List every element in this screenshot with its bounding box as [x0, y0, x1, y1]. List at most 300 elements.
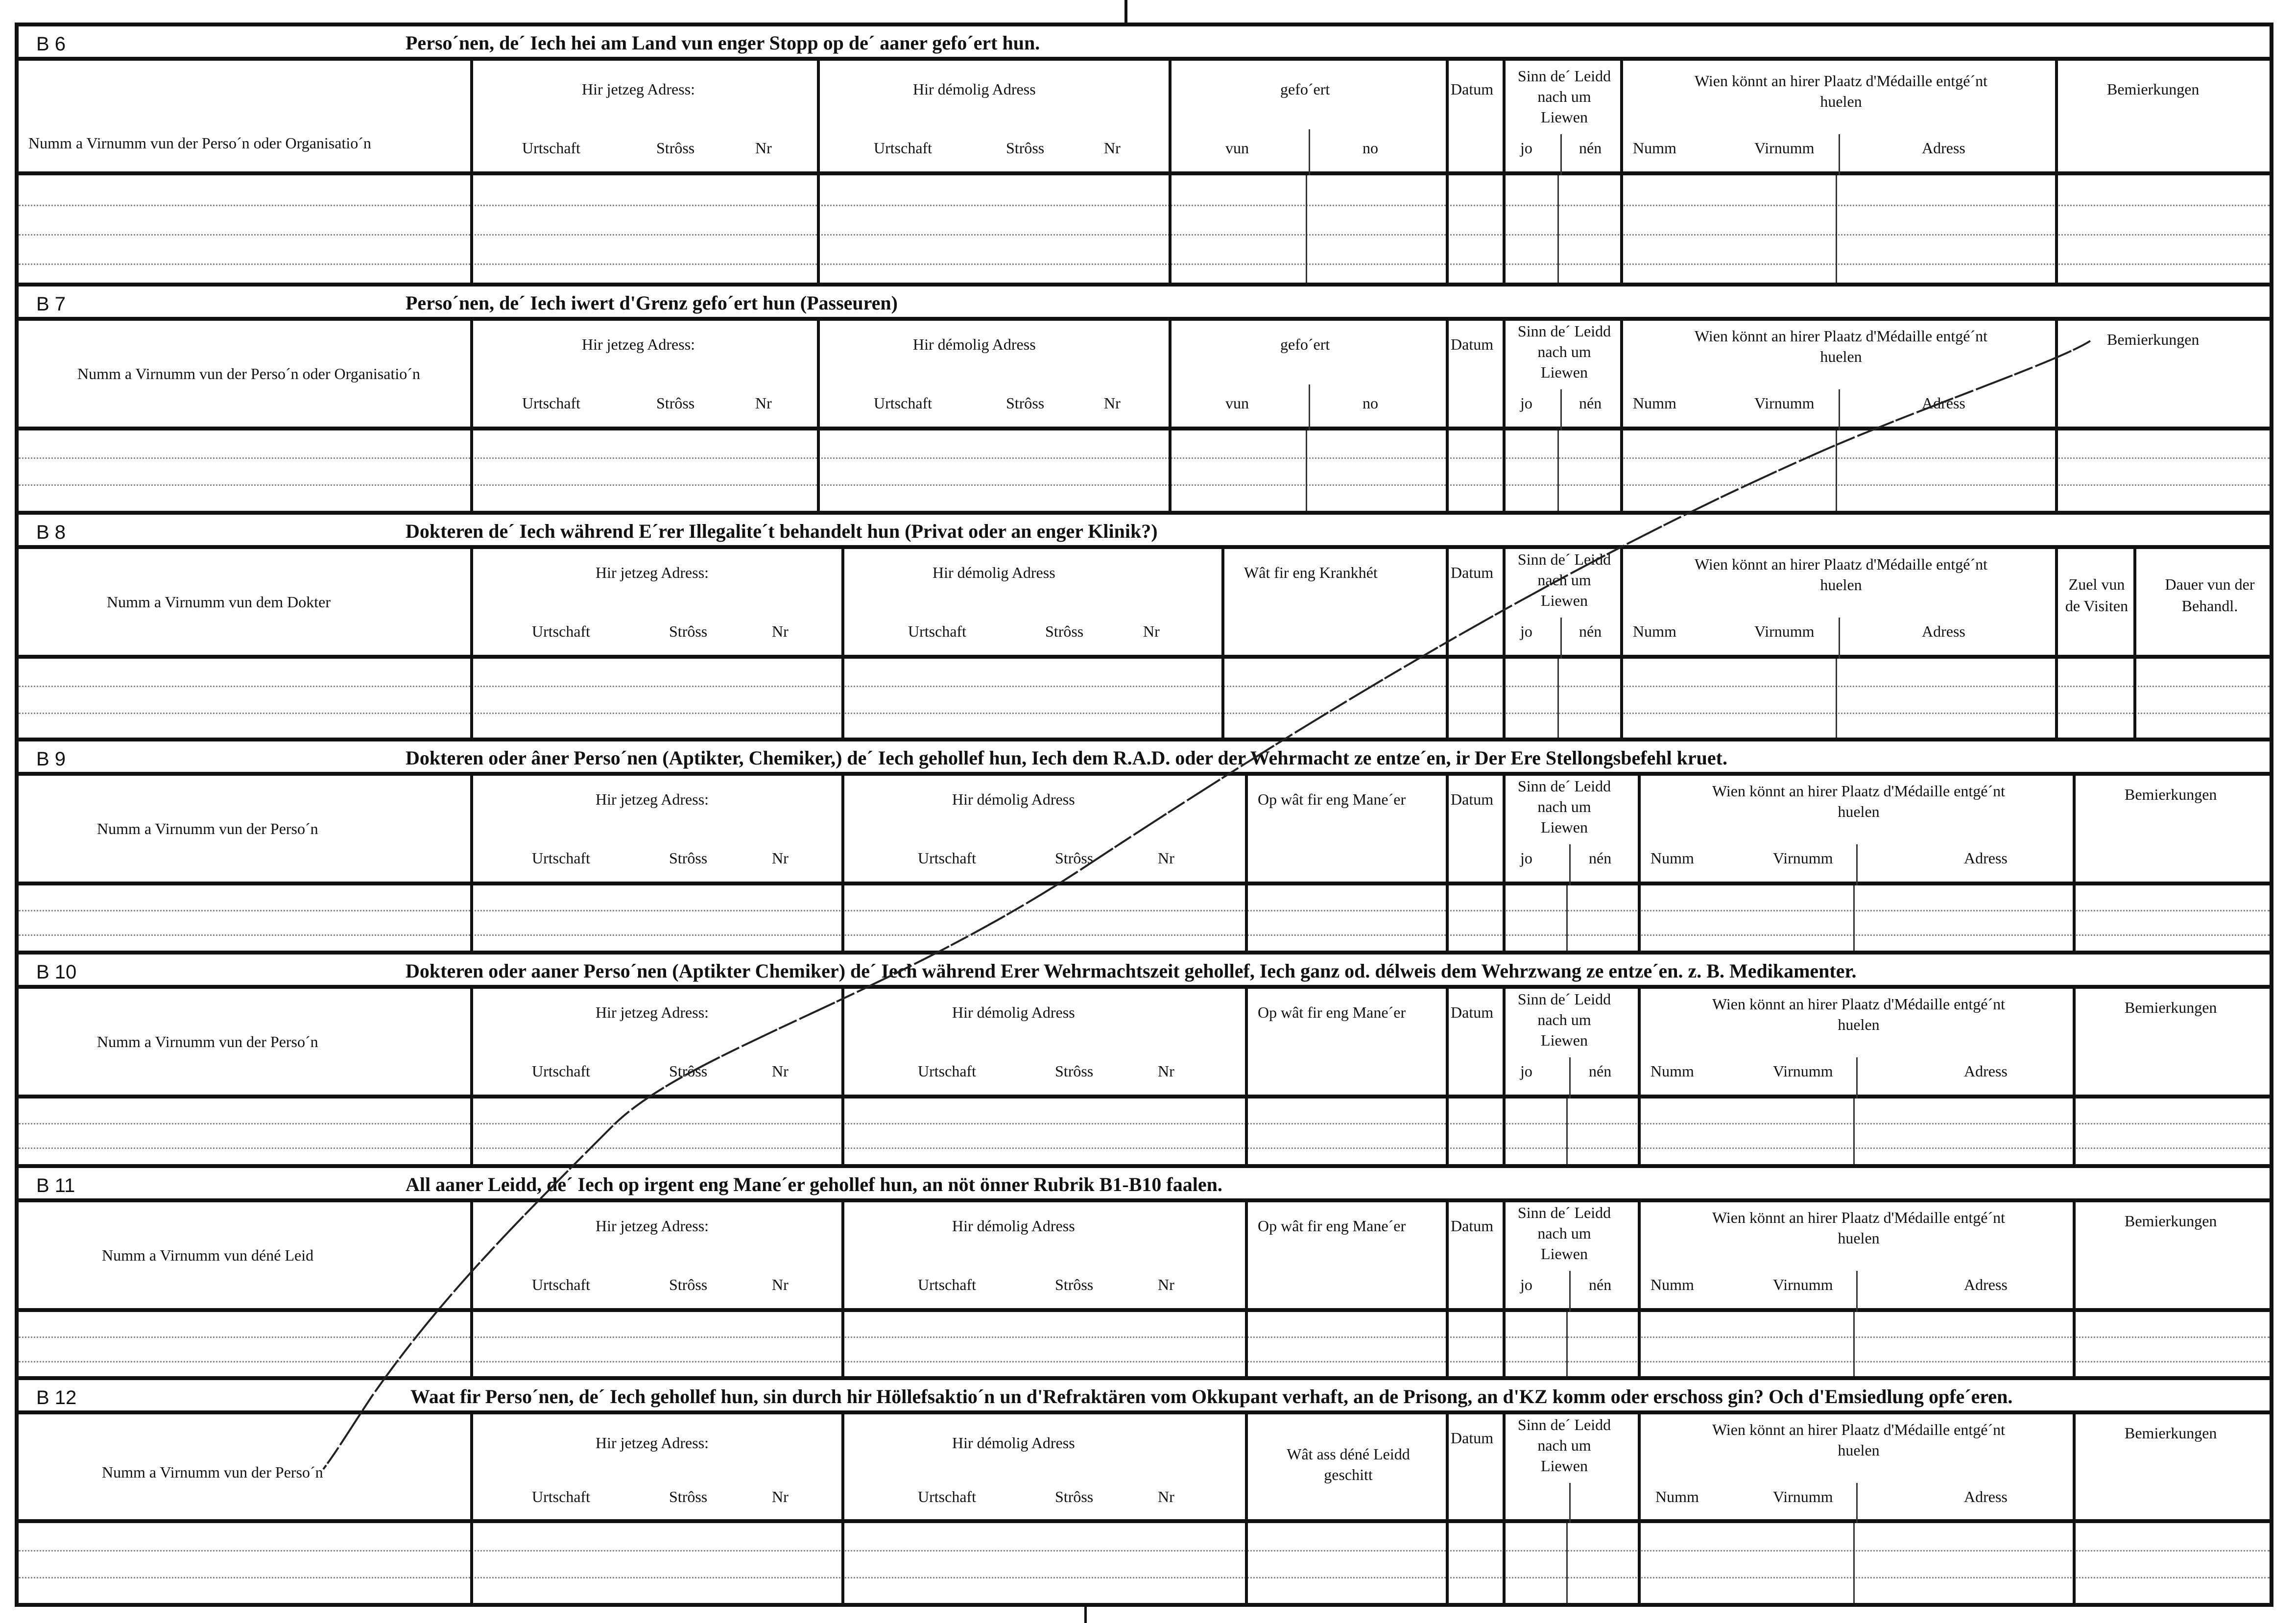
label: Numm	[1633, 139, 1676, 157]
label: Hir jetzeg Adress:	[582, 335, 695, 353]
divider	[1306, 175, 1307, 283]
label: Datum	[1451, 790, 1494, 808]
header-name: Numm a Virnumm vun der Perso´n	[97, 1033, 318, 1050]
divider	[1446, 1523, 1449, 1603]
label: Datum	[1451, 1429, 1494, 1447]
header-name: Numm a Virnumm vun der Perso´n oder Organisatio´n	[77, 365, 420, 382]
label: Virnumm	[1754, 622, 1815, 640]
label: Virnumm	[1773, 1062, 1833, 1080]
top-edge-mark	[1124, 0, 1127, 23]
label: Urtschaft	[532, 622, 591, 640]
label: jo	[1520, 849, 1532, 867]
divider	[1836, 175, 1837, 283]
label: Strôss	[669, 849, 708, 867]
label: Adress	[1964, 1276, 2008, 1293]
divider	[1503, 430, 1506, 511]
section-title: Perso´nen, de´ Iech iwert d'Grenz gefo´ert hun (Passeuren)	[406, 292, 898, 314]
section-code: B 7	[36, 293, 66, 315]
form-frame	[15, 23, 2273, 1607]
label: Sinn de´ Leidd nach um Liewen	[1517, 990, 1611, 1049]
divider	[1620, 659, 1623, 738]
divider	[1503, 1312, 1506, 1376]
section-header	[19, 515, 2270, 549]
section-b10	[19, 951, 2270, 1164]
header-manner	[1245, 989, 1446, 1098]
entry-area[interactable]	[19, 1312, 2270, 1376]
divider	[470, 430, 473, 511]
divider	[1638, 1523, 1641, 1603]
entry-line	[19, 1147, 2270, 1149]
section-title: Perso´nen, de´ Iech hei am Land vun enger Stopp op de´ aaner gefo´ert hun.	[406, 32, 1040, 54]
label: Urtschaft	[874, 394, 933, 412]
header-manner	[1245, 776, 1446, 885]
section-title: Dokteren oder aaner Perso´nen (Aptikter Chemiker) de´ Iech während Erer Wehrmachtszeit gehollef, Iech ganz od. délweis dem Wehrzwang ze entze´en. z. B. Medikamenter.	[406, 960, 1857, 982]
section-b9	[19, 738, 2270, 951]
label: Strôss	[1055, 1062, 1094, 1080]
label: nén	[1579, 622, 1602, 640]
header-treatment-duration	[2133, 549, 2273, 659]
label: Urtschaft	[532, 1488, 591, 1505]
divider	[1446, 175, 1449, 283]
label: Numm	[1650, 849, 1694, 867]
section-code: B 10	[36, 961, 77, 983]
header-former-address	[817, 61, 1169, 175]
label: Strôss	[1055, 849, 1094, 867]
entry-line	[19, 457, 2270, 459]
divider	[1566, 1098, 1568, 1164]
label: Adress	[1964, 849, 2008, 867]
divider	[1446, 1098, 1449, 1164]
header-risk	[1503, 549, 1620, 659]
header-medal	[1638, 1202, 2073, 1312]
label: jo	[1520, 394, 1532, 412]
header-visit-goal	[2055, 549, 2133, 659]
header-former-address	[817, 321, 1169, 430]
label: Sinn de´ Leidd nach um Liewen	[1517, 322, 1611, 381]
section-title: Dokteren oder âner Perso´nen (Aptikter, Chemiker,) de´ Iech gehollef hun, Iech dem R.A.D. oder der Wehrmacht ze entze´en, ir Der Ere Stellongsbefehl kruet.	[406, 747, 1727, 769]
header-name: Numm a Virnumm vun der Perso´n oder Organisatio´n	[28, 134, 371, 152]
label: Strôss	[669, 1488, 708, 1505]
divider	[1836, 659, 1837, 738]
label: Adress	[1964, 1488, 2008, 1505]
entry-line	[19, 1123, 2270, 1124]
entry-line	[19, 205, 2270, 206]
section-title: Dokteren de´ Iech während E´rer Illegalite´t behandelt hun (Privat oder an enger Klinik?)	[406, 520, 1158, 542]
entry-line	[19, 263, 2270, 265]
divider	[2073, 885, 2076, 951]
column-header-row	[19, 776, 2270, 885]
section-b8	[19, 511, 2270, 738]
divider	[841, 1523, 844, 1603]
divider	[1569, 1483, 1571, 1523]
divider	[2073, 1523, 2076, 1603]
label: Datum	[1451, 564, 1494, 581]
header-remarks	[2073, 1414, 2273, 1523]
label: Bemierkungen	[2125, 1424, 2217, 1442]
label: Zuel vun de Visiten	[2065, 575, 2129, 615]
label: Strôss	[1055, 1488, 1094, 1505]
label: Hir démolig Adress	[933, 564, 1055, 581]
divider	[1638, 1312, 1641, 1376]
label: Virnumm	[1754, 139, 1815, 157]
label: Numm	[1633, 622, 1676, 640]
divider	[2055, 659, 2058, 738]
header-date	[1446, 1202, 1503, 1312]
divider	[1569, 1271, 1571, 1312]
header-name: Numm a Virnumm vun der Perso´n	[97, 820, 318, 837]
header-former-address	[841, 1414, 1245, 1523]
label: Adress	[1922, 139, 1965, 157]
column-header-row	[19, 321, 2270, 430]
header-current-address	[470, 321, 817, 430]
label: Urtschaft	[532, 1062, 591, 1080]
entry-line	[19, 686, 2270, 687]
header-illness	[1221, 549, 1446, 659]
label: Strôss	[669, 1276, 708, 1293]
header-date	[1446, 61, 1503, 175]
label: Nr	[1158, 1276, 1174, 1293]
divider	[1306, 430, 1307, 511]
label: Strôss	[1045, 622, 1084, 640]
label: Numm	[1655, 1488, 1699, 1505]
label: Hir démolig Adress	[913, 335, 1036, 353]
divider	[470, 1523, 473, 1603]
divider	[2073, 1098, 2076, 1164]
label: Nr	[772, 1276, 789, 1293]
label: Wien könnt an hirer Plaatz d'Médaille entgé´nt huelen	[1694, 72, 1988, 110]
label: vun	[1225, 394, 1249, 412]
label: Hir jetzeg Adress:	[596, 1003, 709, 1021]
label: nén	[1589, 1276, 1612, 1293]
label: nén	[1579, 394, 1602, 412]
header-date	[1446, 1414, 1503, 1523]
label: jo	[1520, 622, 1532, 640]
column-header-row	[19, 989, 2270, 1098]
column-header-row	[19, 1202, 2270, 1312]
label: Nr	[755, 394, 772, 412]
divider	[470, 659, 473, 738]
header-remarks	[2055, 321, 2273, 430]
divider	[1560, 618, 1562, 659]
label: Wien könnt an hirer Plaatz d'Médaille entgé´nt huelen	[1712, 995, 2006, 1033]
entry-area[interactable]	[19, 659, 2270, 738]
label: Bemierkungen	[2125, 999, 2217, 1016]
header-date	[1446, 776, 1503, 885]
divider	[1839, 134, 1840, 175]
label: Hir démolig Adress	[952, 1434, 1075, 1452]
label: Hir démolig Adress	[952, 790, 1075, 808]
header-remarks	[2055, 61, 2273, 175]
divider	[470, 1312, 473, 1376]
divider	[1856, 1271, 1858, 1312]
label: Strôss	[669, 1062, 708, 1080]
label: Sinn de´ Leidd nach um Liewen	[1517, 1204, 1611, 1263]
divider	[1557, 175, 1559, 283]
divider	[1446, 430, 1449, 511]
header-date	[1446, 549, 1503, 659]
entry-area[interactable]	[19, 430, 2270, 511]
divider	[817, 430, 820, 511]
label: Urtschaft	[918, 849, 977, 867]
label: Bemierkungen	[2125, 786, 2217, 803]
section-b11	[19, 1164, 2270, 1376]
divider	[1566, 1312, 1568, 1376]
entry-line	[19, 1337, 2270, 1338]
label: Wien könnt an hirer Plaatz d'Médaille entgé´nt huelen	[1712, 1209, 2006, 1247]
label: Hir jetzeg Adress:	[596, 790, 709, 808]
label: Wât ass déné Leidd geschitt	[1287, 1445, 1410, 1483]
divider	[1560, 389, 1562, 430]
entry-area[interactable]	[19, 885, 2270, 951]
label: Virnumm	[1773, 1276, 1833, 1293]
label: Sinn de´ Leidd nach um Liewen	[1517, 1416, 1611, 1475]
column-header-row	[19, 1414, 2270, 1523]
entry-line	[19, 910, 2270, 911]
divider	[841, 885, 844, 951]
label: Virnumm	[1773, 849, 1833, 867]
label: jo	[1520, 139, 1532, 157]
header-medal	[1638, 1414, 2073, 1523]
entry-line	[19, 1577, 2270, 1578]
header-medal	[1638, 989, 2073, 1098]
label: Bemierkungen	[2107, 80, 2200, 98]
label: Virnumm	[1773, 1488, 1833, 1505]
header-medal	[1620, 61, 2055, 175]
divider	[841, 659, 844, 738]
divider	[1245, 1312, 1248, 1376]
label: nén	[1579, 139, 1602, 157]
bottom-edge-mark	[1084, 1607, 1087, 1623]
label: Numm	[1650, 1062, 1694, 1080]
label: Numm	[1633, 394, 1676, 412]
divider	[1836, 430, 1837, 511]
divider	[841, 1312, 844, 1376]
label: Op wât fir eng Mane´er	[1258, 1003, 1406, 1021]
header-current-address	[470, 776, 841, 885]
divider	[1839, 618, 1840, 659]
section-code: B 9	[36, 748, 66, 770]
label: Datum	[1451, 1217, 1494, 1235]
divider	[1853, 1523, 1855, 1603]
header-name: Numm a Virnumm vun déné Leid	[102, 1246, 314, 1264]
label: Dauer vun der Behandl.	[2165, 575, 2255, 615]
header-date	[1446, 321, 1503, 430]
entry-area[interactable]	[19, 1098, 2270, 1164]
label: Hir jetzeg Adress:	[596, 1434, 709, 1452]
section-b6	[19, 26, 2270, 283]
header-former-address	[841, 549, 1221, 659]
header-medal	[1620, 549, 2055, 659]
header-date	[1446, 989, 1503, 1098]
label: Urtschaft	[522, 139, 581, 157]
label: Wien könnt an hirer Plaatz d'Médaille entgé´nt huelen	[1694, 327, 1988, 365]
label: Sinn de´ Leidd nach um Liewen	[1517, 550, 1611, 609]
divider	[1169, 175, 1172, 283]
section-header	[19, 26, 2270, 61]
divider	[1856, 844, 1858, 885]
column-header-row	[19, 549, 2270, 659]
label: Datum	[1451, 80, 1494, 98]
header-risk	[1503, 321, 1620, 430]
section-code: B 6	[36, 33, 66, 55]
label: nén	[1589, 1062, 1612, 1080]
label: Urtschaft	[522, 394, 581, 412]
entry-line	[19, 713, 2270, 714]
label: Strôss	[656, 394, 695, 412]
divider	[1638, 1098, 1641, 1164]
divider	[817, 175, 820, 283]
label: Datum	[1451, 1003, 1494, 1021]
header-transported	[1169, 321, 1446, 430]
section-code: B 11	[36, 1175, 75, 1196]
divider	[470, 885, 473, 951]
label: Nr	[1158, 1062, 1174, 1080]
divider	[1853, 1312, 1855, 1376]
header-former-address	[841, 776, 1245, 885]
divider	[2055, 175, 2058, 283]
entry-area[interactable]	[19, 175, 2270, 283]
label: Urtschaft	[532, 1276, 591, 1293]
divider	[1569, 844, 1571, 885]
header-name: Numm a Virnumm vun der Perso´n	[102, 1463, 323, 1481]
header-current-address	[470, 61, 817, 175]
label: Hir démolig Adress	[913, 80, 1036, 98]
divider	[1638, 885, 1641, 951]
divider	[1856, 1483, 1858, 1523]
header-remarks	[2073, 989, 2273, 1098]
header-current-address	[470, 1414, 841, 1523]
label: Numm	[1650, 1276, 1694, 1293]
label: Hir démolig Adress	[952, 1003, 1075, 1021]
divider	[1557, 430, 1559, 511]
entry-line	[19, 1550, 2270, 1551]
divider	[2073, 1312, 2076, 1376]
label: vun	[1225, 139, 1249, 157]
divider	[1503, 885, 1506, 951]
divider	[1446, 659, 1449, 738]
section-title: All aaner Leidd, de´ Iech op irgent eng Mane´er gehollef hun, an nöt önner Rubrik B1-B10 faalen.	[406, 1173, 1222, 1195]
label: Strôss	[1006, 139, 1045, 157]
label: Wien könnt an hirer Plaatz d'Médaille entgé´nt huelen	[1694, 555, 1988, 594]
divider	[1503, 175, 1506, 283]
label: Nr	[755, 139, 772, 157]
label: Nr	[772, 1488, 789, 1505]
entry-line	[19, 234, 2270, 236]
label: nén	[1589, 849, 1612, 867]
section-header	[19, 1380, 2270, 1414]
divider	[1569, 1057, 1571, 1098]
column-header-row	[19, 61, 2270, 175]
divider	[1503, 659, 1506, 738]
label: Nr	[1104, 139, 1121, 157]
section-b12	[19, 1376, 2270, 1603]
divider	[1446, 885, 1449, 951]
label: Hir jetzeg Adress:	[596, 1217, 709, 1235]
header-name: Numm a Virnumm vun dem Dokter	[107, 593, 331, 611]
divider	[1856, 1057, 1858, 1098]
divider	[1503, 1098, 1506, 1164]
label: no	[1363, 394, 1378, 412]
divider	[1503, 1523, 1506, 1603]
entry-line	[19, 1361, 2270, 1362]
divider	[1566, 1523, 1568, 1603]
label: Hir démolig Adress	[952, 1217, 1075, 1235]
divider	[1620, 430, 1623, 511]
divider	[470, 175, 473, 283]
label: jo	[1520, 1276, 1532, 1293]
label: Hir jetzeg Adress:	[596, 564, 709, 581]
label: Adress	[1964, 1062, 2008, 1080]
label: Wien könnt an hirer Plaatz d'Médaille entgé´nt huelen	[1712, 1421, 2006, 1459]
divider	[2133, 659, 2136, 738]
label: Urtschaft	[918, 1276, 977, 1293]
header-former-address	[841, 1202, 1245, 1312]
header-former-address	[841, 989, 1245, 1098]
label: gefo´ert	[1280, 335, 1330, 353]
label: Nr	[1143, 622, 1160, 640]
header-risk	[1503, 61, 1620, 175]
header-remarks	[2073, 1202, 2273, 1312]
divider	[1245, 1098, 1248, 1164]
label: Hir jetzeg Adress:	[582, 80, 695, 98]
header-risk	[1503, 1414, 1638, 1523]
divider	[1560, 134, 1562, 175]
divider	[1839, 389, 1840, 430]
divider	[1309, 129, 1310, 175]
divider	[841, 1098, 844, 1164]
header-current-address	[470, 1202, 841, 1312]
header-current-address	[470, 549, 841, 659]
label: Wien könnt an hirer Plaatz d'Médaille entgé´nt huelen	[1712, 782, 2006, 820]
label: Wât fir eng Krankhét	[1244, 564, 1378, 581]
section-header	[19, 955, 2270, 989]
label: Urtschaft	[918, 1488, 977, 1505]
divider	[1557, 659, 1559, 738]
header-remarks	[2073, 776, 2273, 885]
divider	[1620, 175, 1623, 283]
label: gefo´ert	[1280, 80, 1330, 98]
section-header	[19, 1168, 2270, 1202]
section-title: Waat fir Perso´nen, de´ Iech gehollef hun, sin durch hir Höllefsaktio´n un d'Refraktären vom Okkupant verhaft, an de Prisong, an d'KZ komm oder erschoss gin? Och d'Emsiedlung opfe´eren.	[410, 1385, 2013, 1408]
entry-area[interactable]	[19, 1523, 2270, 1603]
section-code: B 8	[36, 522, 66, 543]
entry-line	[19, 484, 2270, 486]
divider	[1221, 659, 1224, 738]
label: Nr	[1158, 1488, 1174, 1505]
label: Sinn de´ Leidd nach um Liewen	[1517, 67, 1611, 126]
label: Nr	[1104, 394, 1121, 412]
label: Nr	[772, 849, 789, 867]
header-medal	[1638, 776, 2073, 885]
divider	[1245, 885, 1248, 951]
label: Nr	[772, 622, 789, 640]
divider	[1566, 885, 1568, 951]
label: Op wât fir eng Mane´er	[1258, 1217, 1406, 1235]
label: Bemierkungen	[2125, 1212, 2217, 1230]
header-manner	[1245, 1202, 1446, 1312]
divider	[1245, 1523, 1248, 1603]
divider	[2055, 430, 2058, 511]
divider	[1309, 384, 1310, 430]
label: jo	[1520, 1062, 1532, 1080]
label: Nr	[772, 1062, 789, 1080]
divider	[1169, 430, 1172, 511]
header-medal	[1620, 321, 2055, 430]
label: Sinn de´ Leidd nach um Liewen	[1517, 777, 1611, 836]
label: Op wât fir eng Mane´er	[1258, 790, 1406, 808]
label: Bemierkungen	[2107, 331, 2200, 348]
label: Urtschaft	[532, 849, 591, 867]
